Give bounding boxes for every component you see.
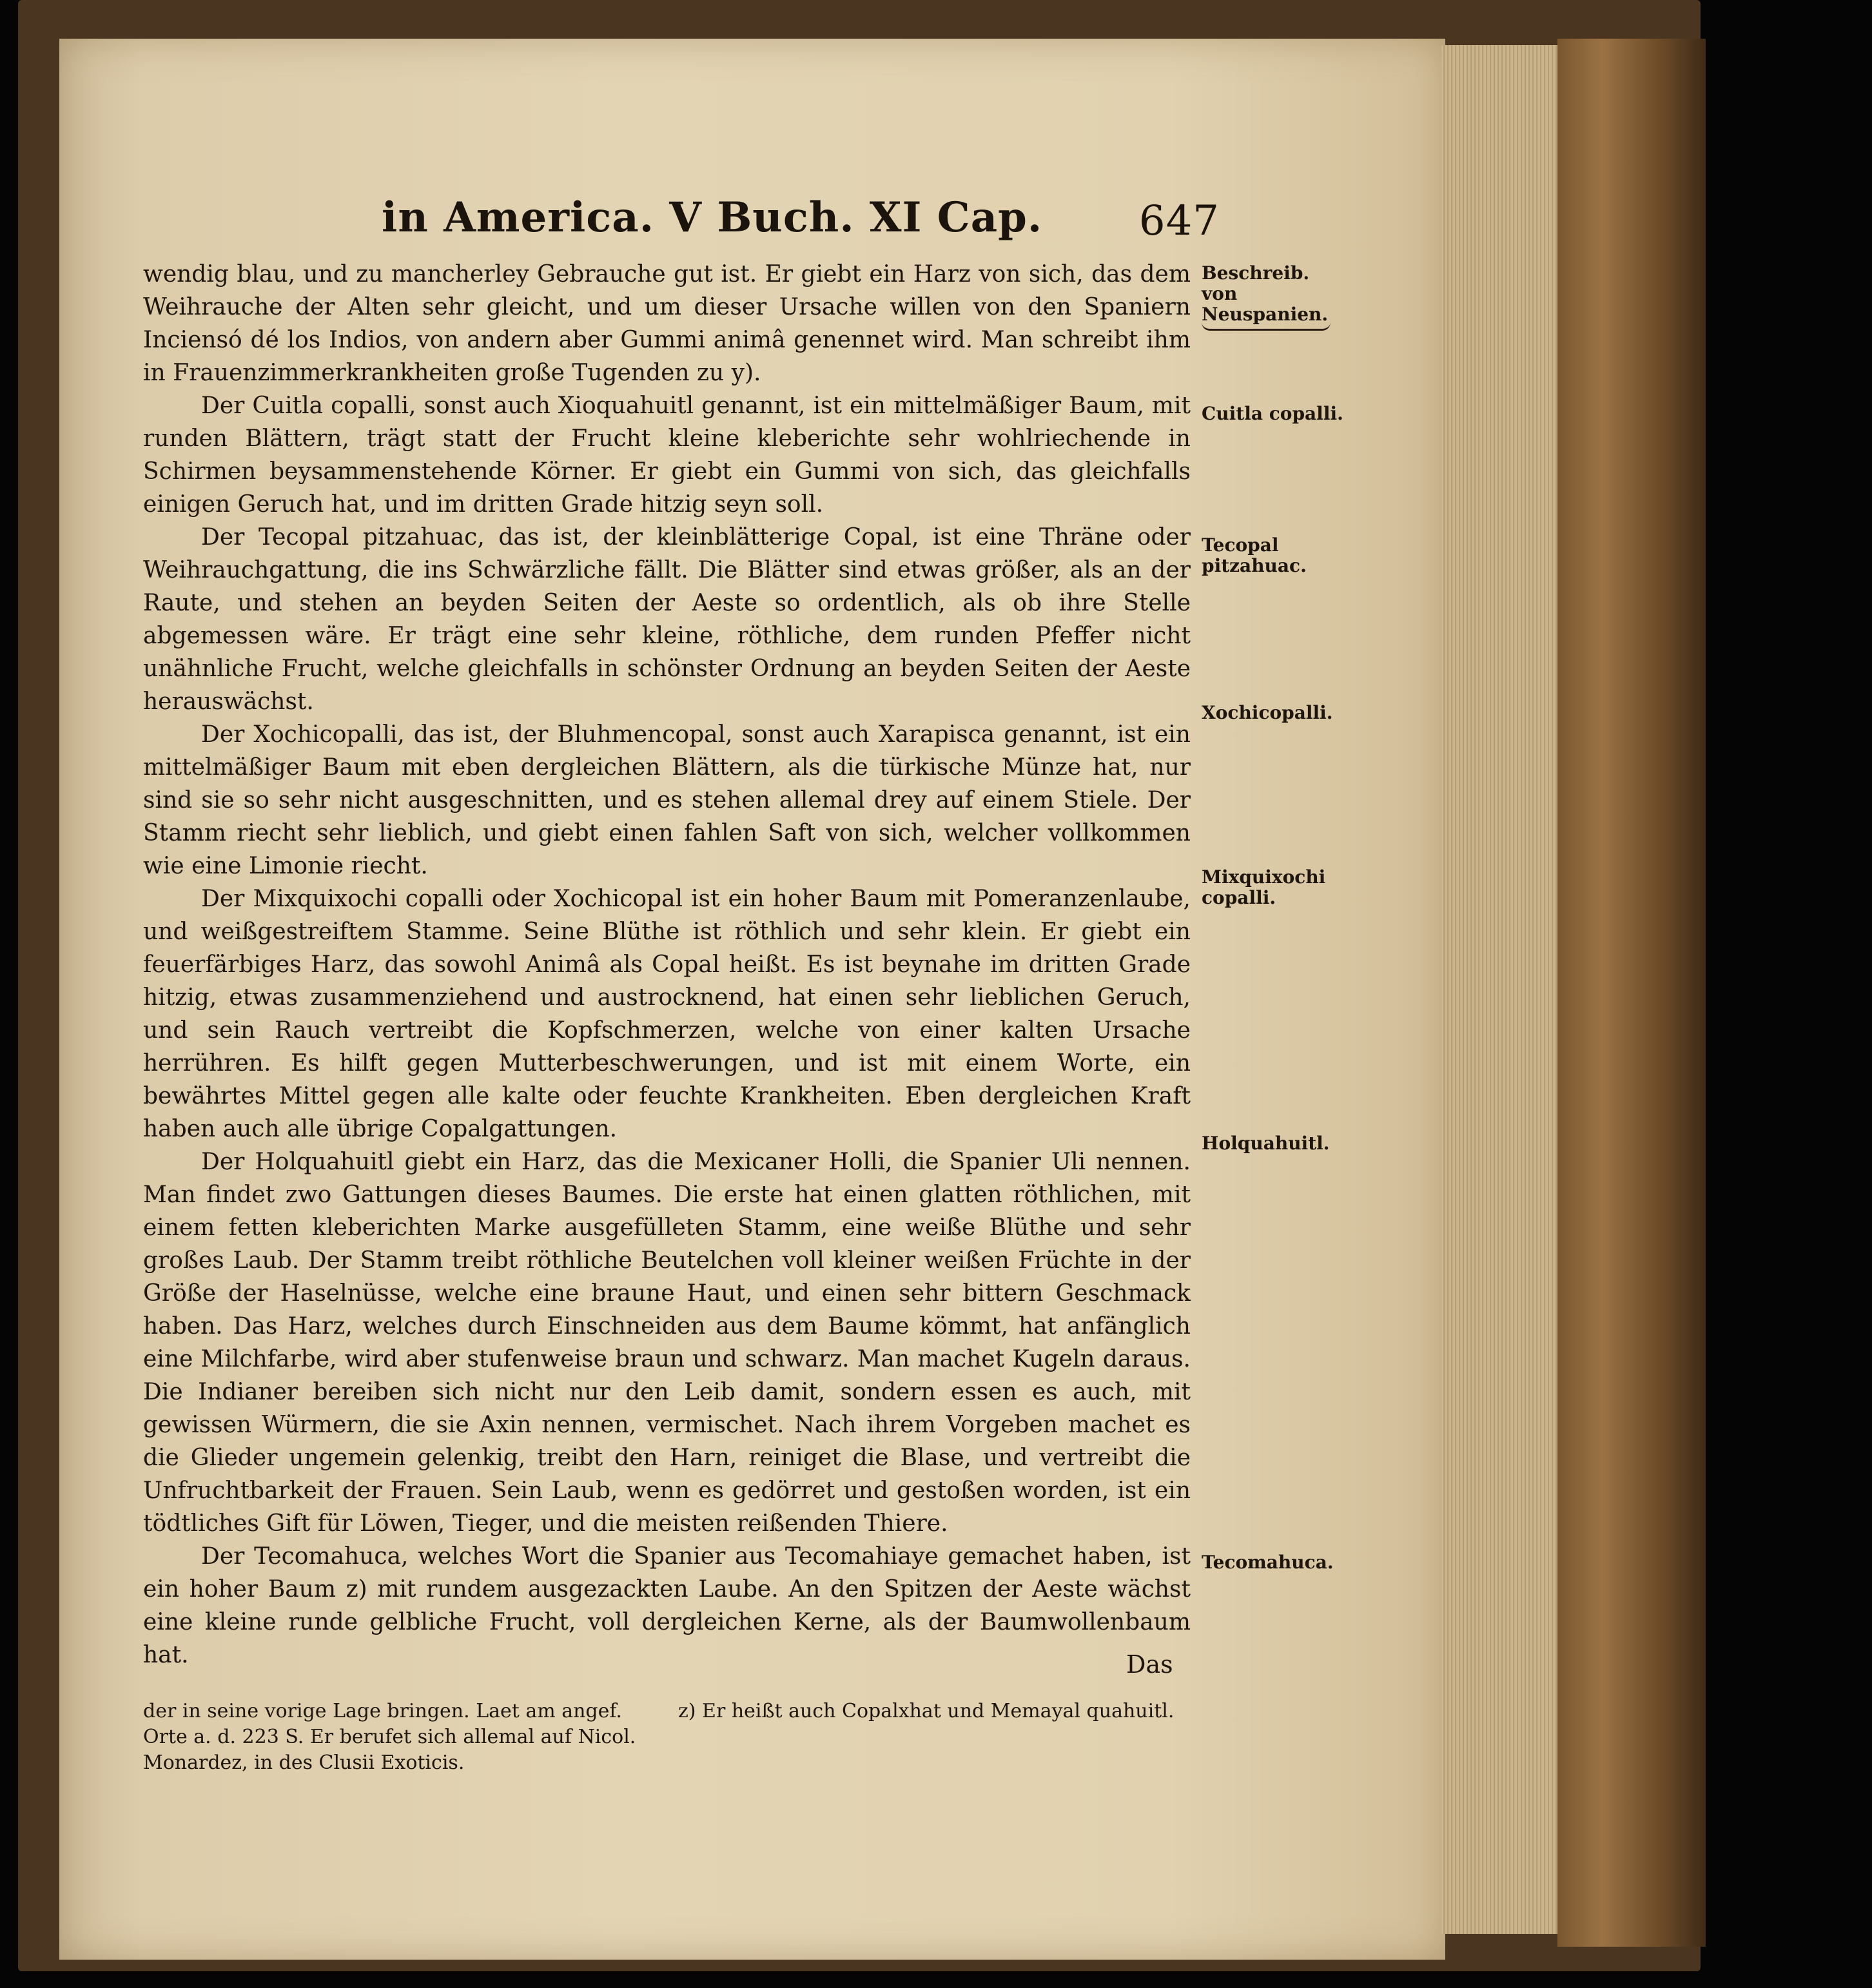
book-page: [59, 39, 1445, 1960]
catchword: Das: [1126, 1650, 1173, 1679]
margin-note: Mixquixochi copalli.: [1202, 866, 1326, 908]
body-text: [143, 258, 1191, 1671]
paragraph: Der Tecopal pitzahuac, das ist, der kleinblätterige Copal, ist eine Thräne oder Weihrauchgattung, die ins Schwärzliche fällt. Die Blätter sind etwas größer, als an der Raute, und stehen an beyden Seiten der Aeste so ordentlich, als ob ihre Stelle abgemessen wäre. Er trägt eine sehr kleine, röthliche, dem runden Pfeffer nicht unähnliche Frucht, welche gleichfalls in schönster Ordnung an beyden Seiten der Aeste herauswächst.: [143, 524, 1191, 715]
footnote-right: z) Er heißt auch Copalxhat und Memayal quahuitl.: [678, 1700, 1175, 1722]
footnote-left: der in seine vorige Lage bringen. Laet am angef. Orte a. d. 223 S. Er berufet sich allemal auf Nicol. Monardez, in des Clusii Exoticis.: [143, 1700, 636, 1774]
paragraph: Der Xochicopalli, das ist, der Bluhmencopal, sonst auch Xarapisca genannt, ist ein mittelmäßiger Baum mit eben dergleichen Blättern, als die türkische Münze hat, nur sind sie so sehr nicht ausgeschnitten, und es stehen allemal drey auf einem Stiele. Der Stamm riecht sehr lieblich, und giebt einen fahlen Saft von sich, welcher vollkommen wie eine Limonie riecht.: [143, 721, 1191, 879]
paragraph: Der Mixquixochi copalli oder Xochicopal ist ein hoher Baum mit Pomeranzenlaube, und weißgestreiftem Stamme. Seine Blüthe ist röthlich und sehr klein. Er giebt ein feuerfärbiges Harz, das sowohl Animâ als Copal heißt. Es ist beynahe im dritten Grade hitzig, etwas zusammenziehend und austrocknend, hat einen sehr lieblichen Geruch, und sein Rauch vertreibt die Kopfschmerzen, welche von einer kalten Ursache herrühren. Es hilft gegen Mutterbeschwerungen, und ist mit einem Worte, ein bewährtes Mittel gegen alle kalte oder feuchte Krankheiten. Eben dergleichen Kraft haben auch alle übrige Copalgattungen.: [143, 886, 1191, 1142]
book-cover-edge: [1557, 39, 1706, 1947]
paragraph: wendig blau, und zu mancherley Gebrauche gut ist. Er giebt ein Harz von sich, das dem Weihrauche der Alten sehr gleicht, und um dieser Ursache willen von den Spaniern Inciensó dé los Indios, von andern aber Gummi animâ genennet wird. Man schreibt ihm in Frauenzimmerkrankheiten große Tugenden zu y).: [143, 261, 1191, 386]
margin-note: Tecopal pitzahuac.: [1202, 534, 1307, 576]
margin-note: Holquahuitl.: [1202, 1133, 1330, 1154]
margin-note: Beschreib. von Neuspanien.: [1202, 262, 1329, 325]
running-head: [382, 193, 1220, 258]
page-number: 647: [1138, 197, 1220, 245]
paragraph: Der Tecomahuca, welches Wort die Spanier aus Tecomahiaye gemachet haben, ist ein hoher Baum z) mit rundem ausgezackten Laube. An den Spitzen der Aeste wächst eine kleine runde gelbliche Frucht, voll dergleichen Kerne, als der Baumwollenbaum hat.: [143, 1543, 1191, 1668]
margin-bracket: [1202, 322, 1331, 331]
margin-note: Cuitla copalli.: [1202, 403, 1343, 424]
paragraph: Der Cuitla copalli, sonst auch Xioquahuitl genannt, ist ein mittelmäßiger Baum, mit runden Blättern, trägt statt der Frucht kleine kleberichte sehr wohlriechende in Schirmen beysammenstehende Körner. Er giebt ein Gummi von sich, das gleichfalls einigen Geruch hat, und im dritten Grade hitzig seyn soll.: [143, 393, 1191, 518]
margin-note: Xochicopalli.: [1202, 702, 1333, 723]
paragraph: Der Holquahuitl giebt ein Harz, das die Mexicaner Holli, die Spanier Uli nennen. Man findet zwo Gattungen dieses Baumes. Die erste hat einen glatten röthlichen, mit einem fetten kleberichten Marke ausgefülleten Stamm, eine weiße Blüthe und sehr großes Laub. Der Stamm treibt röthliche Beutelchen voll kleiner weißen Früchte in der Größe der Haselnüsse, welche eine braune Haut, und einen sehr bittern Geschmack haben. Das Harz, welches durch Einschneiden aus dem Baume kömmt, hat anfänglich eine Milchfarbe, wird aber stufenweise braun und schwarz. Man machet Kugeln daraus. Die Indianer bereiben sich nicht nur den Leib damit, sondern essen es auch, mit gewissen Würmern, die sie Axin nennen, vermischet. Nach ihrem Vorgeben machet es die Glieder ungemein gelenkig, treibt den Harn, reiniget die Blase, und vertreibt die Unfruchtbarkeit der Frauen. Sein Laub, wenn es gedörret und gestoßen worden, ist ein tödtliches Gift für Löwen, Tieger, und die meisten reißenden Thiere.: [143, 1149, 1191, 1537]
running-head-title: in America. V Buch. XI Cap.: [382, 193, 1043, 242]
page-edges: [1441, 45, 1557, 1934]
margin-note: Tecomahuca.: [1202, 1552, 1334, 1573]
